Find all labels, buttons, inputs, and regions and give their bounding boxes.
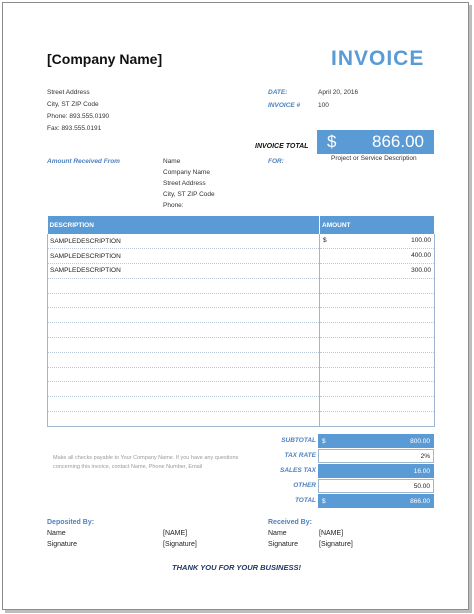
table-row (48, 367, 435, 382)
received-name-value[interactable]: [NAME] (319, 530, 344, 537)
table-row (48, 352, 435, 367)
invoice-page (2, 2, 469, 610)
tax-rate-box[interactable] (318, 449, 434, 463)
table-row (48, 249, 435, 264)
tax-rate-value[interactable]: 2% (420, 453, 430, 460)
tax-rate-label: TAX RATE (284, 452, 316, 459)
date-value[interactable]: April 20, 2016 (318, 89, 359, 96)
amount-cell[interactable] (320, 234, 435, 249)
description-header: DESCRIPTION (48, 216, 320, 234)
table-row (48, 323, 435, 338)
subtotal-box (318, 434, 434, 448)
invoice-total-label: INVOICE TOTAL (255, 143, 309, 150)
table-row (48, 412, 435, 427)
deposited-name-value[interactable]: [NAME] (163, 530, 188, 537)
total-label: TOTAL (294, 497, 316, 504)
amount-value[interactable]: 300.00 (411, 267, 431, 275)
company-city[interactable]: City, ST ZIP Code (47, 101, 99, 108)
invoice-total-value: 866.00 (372, 132, 424, 151)
table-row (48, 293, 435, 308)
deposited-signature-label: Signature (47, 541, 77, 548)
for-label: FOR: (268, 158, 284, 165)
description-cell[interactable]: SAMPLEDESCRIPTION (48, 234, 320, 249)
table-row (48, 278, 435, 293)
deposited-by-label: Deposited By: (47, 519, 95, 526)
date-label: DATE: (268, 89, 288, 96)
description-cell[interactable] (48, 352, 320, 367)
invoice-total-currency: $ (327, 132, 337, 151)
other-row (263, 479, 434, 493)
received-from-city[interactable]: City, ST ZIP Code (163, 191, 215, 198)
subtotal-value: 800.00 (410, 438, 430, 445)
sales-tax-row (263, 464, 434, 478)
for-value[interactable]: Project or Service Description (331, 155, 417, 162)
deposited-name-label: Name (47, 530, 66, 537)
amount-cell[interactable] (320, 278, 435, 293)
subtotal-row (263, 434, 434, 448)
subtotal-currency: $ (322, 438, 326, 445)
table-header-row (48, 216, 435, 234)
tax-rate-row (263, 449, 434, 463)
sales-tax-box (318, 464, 434, 478)
other-value[interactable]: 50.00 (413, 483, 430, 490)
total-row (263, 494, 434, 508)
received-signature-value[interactable]: [Signature] (319, 541, 353, 548)
invoice-number-value[interactable]: 100 (318, 102, 329, 109)
amount-value[interactable]: 400.00 (411, 252, 431, 260)
table-row (48, 308, 435, 323)
amount-cell[interactable] (320, 293, 435, 308)
amount-cell[interactable] (320, 382, 435, 397)
thank-you-message: THANK YOU FOR YOUR BUSINESS! (172, 563, 301, 572)
amount-cell[interactable] (320, 367, 435, 382)
subtotal-label: SUBTOTAL (281, 437, 316, 444)
company-name[interactable]: [Company Name] (47, 51, 163, 67)
description-cell[interactable] (48, 293, 320, 308)
received-by-label: Received By: (268, 519, 312, 526)
table-row (48, 264, 435, 279)
company-fax[interactable]: Fax: 893.555.0191 (47, 125, 102, 132)
description-cell[interactable] (48, 308, 320, 323)
invoice-title: INVOICE (331, 47, 425, 70)
total-currency: $ (322, 498, 326, 505)
amount-value[interactable]: 100.00 (411, 237, 431, 244)
received-from-label: Amount Received From (47, 158, 120, 165)
amount-cell[interactable] (320, 249, 435, 264)
amount-cell[interactable] (320, 397, 435, 412)
sales-tax-value: 16.00 (413, 468, 430, 475)
received-from-company[interactable]: Company Name (163, 169, 210, 176)
description-cell[interactable] (48, 367, 320, 382)
other-label: OTHER (293, 482, 316, 489)
deposited-signature-value[interactable]: [Signature] (163, 541, 197, 548)
total-box (318, 494, 434, 508)
table-row (48, 397, 435, 412)
description-cell[interactable] (48, 323, 320, 338)
amount-cell[interactable] (320, 352, 435, 367)
table-row (48, 382, 435, 397)
amount-cell[interactable] (320, 308, 435, 323)
company-phone[interactable]: Phone: 893.555.0190 (47, 113, 110, 120)
amount-header: AMOUNT (320, 216, 435, 234)
description-cell[interactable] (48, 412, 320, 427)
received-from-street[interactable]: Street Address (163, 180, 206, 187)
received-from-name[interactable]: Name (163, 158, 181, 165)
table-row (48, 234, 435, 249)
company-street[interactable]: Street Address (47, 89, 90, 96)
sales-tax-label: SALES TAX (280, 467, 316, 474)
description-cell[interactable] (48, 278, 320, 293)
total-value: 866.00 (410, 498, 430, 505)
amount-cell[interactable] (320, 412, 435, 427)
description-cell[interactable] (48, 338, 320, 353)
description-cell[interactable]: SAMPLEDESCRIPTION (48, 264, 320, 279)
amount-cell[interactable] (320, 323, 435, 338)
description-cell[interactable] (48, 397, 320, 412)
amount-cell[interactable] (320, 338, 435, 353)
description-cell[interactable]: SAMPLEDESCRIPTION (48, 249, 320, 264)
items-table (47, 216, 435, 427)
invoice-total-box (317, 130, 434, 154)
table-row (48, 338, 435, 353)
invoice-number-label: INVOICE # (268, 102, 301, 109)
other-box[interactable] (318, 479, 434, 493)
received-name-label: Name (268, 530, 287, 537)
amount-currency: $ (323, 237, 327, 244)
amount-cell[interactable] (320, 264, 435, 279)
payment-note: Make all checks payable to Your Company Name. If you have any questions concerning this invoice, contact Name, Phone Number, Email (53, 455, 239, 470)
received-signature-label: Signature (268, 541, 298, 548)
received-from-phone[interactable]: Phone: (163, 202, 184, 209)
description-cell[interactable] (48, 382, 320, 397)
